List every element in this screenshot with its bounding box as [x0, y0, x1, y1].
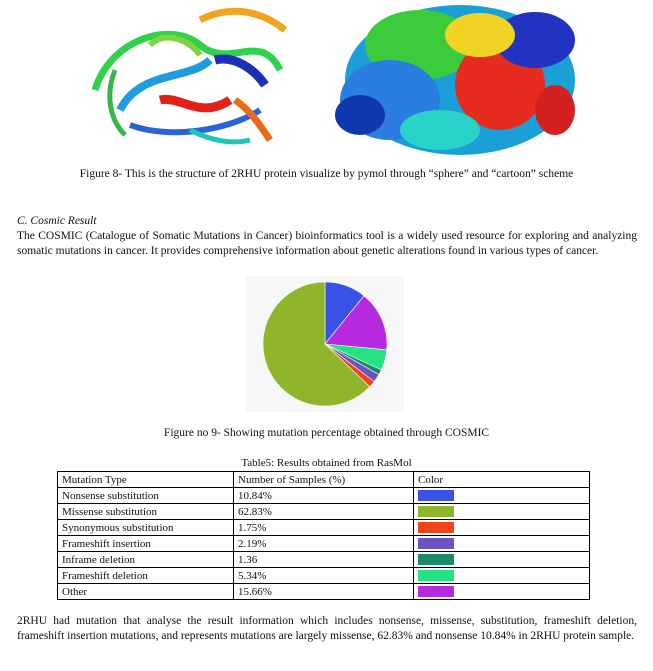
color-cell — [414, 520, 590, 536]
header-color: Color — [414, 472, 590, 488]
sample-percent-cell: 5.34% — [234, 568, 414, 584]
color-cell — [414, 568, 590, 584]
color-swatch — [418, 554, 454, 565]
color-cell — [414, 504, 590, 520]
color-swatch — [418, 586, 454, 597]
color-swatch — [418, 490, 454, 501]
figure-8-caption: Figure 8- This is the structure of 2RHU protein visualize by pymol through “sphere” and “cartoon” scheme — [79, 168, 574, 180]
color-swatch — [418, 506, 454, 517]
table-header-row — [58, 472, 590, 488]
sample-percent-cell: 1.36 — [234, 552, 414, 568]
table-title: Table5: Results obtained from RasMol — [241, 457, 412, 469]
table-row — [58, 504, 590, 520]
mutation-pie-chart — [246, 276, 404, 412]
table-row — [58, 520, 590, 536]
sample-percent-cell: 2.19% — [234, 536, 414, 552]
sphere-structure-image — [335, 5, 575, 155]
section-heading: C. Cosmic Result — [17, 215, 97, 227]
mutation-type-cell: Other — [58, 584, 234, 600]
conclusion-paragraph: 2RHU had mutation that analyse the result information which includes nonsense, missense, substitution, frameshift deletion, frameshift insertion mutations, and represents mutations are largely missense, 62.83% and nonsense 10.84% in 2RHU protein sample. — [17, 615, 637, 642]
color-cell — [414, 584, 590, 600]
mutation-type-cell: Nonsense substitution — [58, 488, 234, 504]
cartoon-structure-image — [95, 11, 285, 142]
color-swatch — [418, 570, 454, 581]
table-row — [58, 488, 590, 504]
color-swatch — [418, 538, 454, 549]
sample-percent-cell: 10.84% — [234, 488, 414, 504]
header-number-of-samples: Number of Samples (%) — [234, 472, 414, 488]
mutation-type-cell: Frameshift insertion — [58, 536, 234, 552]
color-cell — [414, 488, 590, 504]
sample-percent-cell: 62.83% — [234, 504, 414, 520]
mutation-type-cell: Inframe deletion — [58, 552, 234, 568]
mutation-type-cell: Synonymous substitution — [58, 520, 234, 536]
sample-percent-cell: 1.75% — [234, 520, 414, 536]
section-paragraph: The COSMIC (Catalogue of Somatic Mutations in Cancer) bioinformatics tool is a widely used resource for exploring and analyzing somatic mutations in cancer. It provides comprehensive information about genetic alterations found in various types of cancer. — [17, 230, 637, 257]
mutation-type-cell: Frameshift deletion — [58, 568, 234, 584]
color-swatch — [418, 522, 454, 533]
table-row — [58, 584, 590, 600]
header-mutation-type: Mutation Type — [58, 472, 234, 488]
figure-9-caption: Figure no 9- Showing mutation percentage obtained through COSMIC — [163, 427, 490, 439]
table-row — [58, 536, 590, 552]
table-row — [58, 568, 590, 584]
mutation-type-cell: Missense substitution — [58, 504, 234, 520]
color-cell — [414, 536, 590, 552]
pie-chart-frame — [246, 276, 404, 412]
table-row — [58, 552, 590, 568]
protein-structure-figure — [0, 0, 653, 160]
results-table — [57, 471, 590, 600]
color-cell — [414, 552, 590, 568]
sample-percent-cell: 15.66% — [234, 584, 414, 600]
